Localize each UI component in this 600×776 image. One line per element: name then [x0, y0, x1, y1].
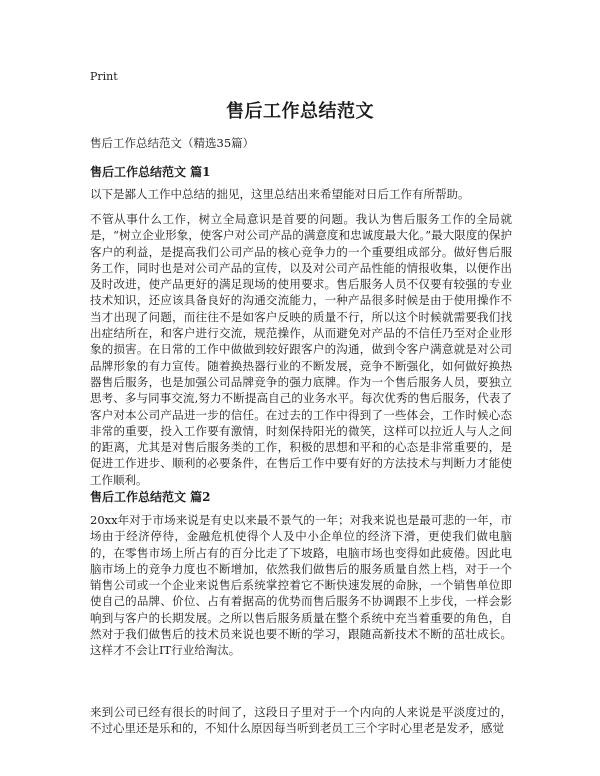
paragraph: 来到公司已经有很长的时间了，这段日子里对于一个内向的人来说是平淡度过的，不过心里还是乐和的，不知什么原因每当听到老员工三个字时心里老是发矛，感觉: [90, 705, 512, 736]
print-link[interactable]: Print: [90, 70, 118, 83]
document-subtitle: 售后工作总结范文（精选35篇）: [90, 136, 255, 150]
page-title: 售后工作总结范文: [226, 101, 374, 122]
paragraph: 不管从事什么工作，树立全局意识是首要的问题。我认为售后服务工作的全局就是，“树立企业形象，使客户对公司产品的满意度和忠诚度最大化。”最大限度的保护客户的利益，是提高我们公司产品的核心竞争力的一个重要组成部分。做好售后服务工作，同时也是对公司产品的宣传，以及对公司产品性能的情报收集，以便作出及时改进，使产品更好的满足现场的使用要求。售后服务人员不仅要有较强的专业技术知识，还应该具备良好的沟通交流能力，一种产品很多时候是由于使用操作不当才出现了问题，而往往不是如客户反映的质量不行，所以这个时候就需要我们找出症结所在，和客户进行交流，规范操作，从而避免对产品的不信任乃至对企业形象的损害。在日常的工作中做做到较好跟客户的沟通，做到令客户满意就是对公司品牌形象的有力宣传。随着换热器行业的不断发展，竞争不断强化，如何做好换热器售后服务，也是加强公司品牌竞争的强力底牌。作为一个售后服务人员，要独立思考、多与同事交流,努力不断提高自己的业务水平。每次优秀的售后服务，代表了客户对本公司产品进一步的信任。在过去的工作中得到了一些体会，工作时候心态非常的重要，投入工作要有激情，时刻保持阳光的微笑，这样可以拉近人与人之间的距离，尤其是对售后服务类的工作，积极的思想和平和的心态是非常重要的，是促进工作进步、顺利的必要条件，在售后工作中要有好的方法技术与判断力才能使工作顺利。: [90, 212, 512, 487]
section-heading: 售后工作总结范文 篇1: [90, 165, 211, 179]
section-heading: 售后工作总结范文 篇2: [90, 490, 211, 504]
paragraph: 以下是鄙人工作中总结的拙见，这里总结出来希望能对日后工作有所帮助。: [90, 187, 470, 201]
paragraph: 20xx年对于市场来说是有史以来最不景气的一年；对我来说也是最可悲的一年，市场由于经济停待，金融危机使得个人及中小企单位的经济下滑，更使我们做电脑的，在零售市场上所占有的百分比走了下坡路，电脑市场也变得如此疲倦。因此电脑市场上的竞争力度也不断增加，依然我们做售后的服务质量自然上档，对于一个销售公司或一个企业来说售后系统掌控着它不断快速发展的命脉，一个销售单位即使自己的品牌、价位、占有着据高的优势而售后服务不协调跟不上步伐，一样会影响到与客户的长期发展。之所以售后服务质量在整个系统中充当着重要的角色，自然对于我们做售后的技术员来说也要不断的学习，跟随高新技术不断的茁壮成长。这样才不会让IT行业给淘汰。: [90, 513, 512, 658]
